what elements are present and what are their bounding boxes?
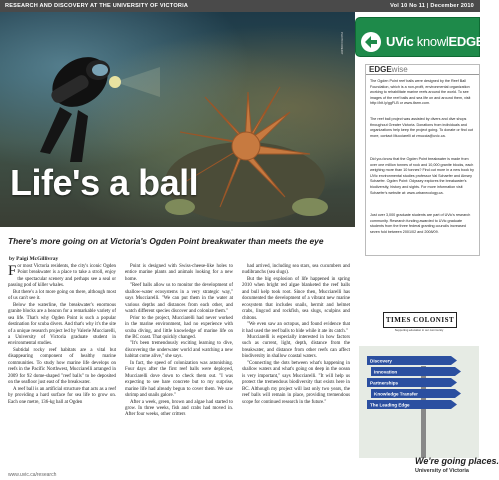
article-paragraph: "Connecting the dots between what's happening in shallow waters and what's going on deep in the ocean is very important," says Mucciarelli. "It will help us protect the tremendous biodiversity that exists here in BC. Although my project will last only two years, the reef balls will remain in place, providing tremendous scope for continued research in the future." — [242, 360, 350, 405]
edgewise-paragraph-3: Did you know that the Ogden Point breakwater is made from over one million tonnes of rock and 10,000 granite blocks, each weighing more than 10 tonnes? Find out more in a new book by UVic environmental studies professor Val Schaefer and Ainsey Schaefer. Ogden Point: Odyssey explores the breakwater's biodiversity, history and sights. For more information visit Schaefer's website at: www.urbanecology.ca. — [370, 157, 474, 195]
article-paragraph: "Reef balls allow us to monitor the development of shallow-water ecosystems in a very strategic way," says Mucciarelli. "We can put them in the water at various depths and distances from each other, and watch different species discover and colonize them." — [125, 283, 233, 315]
article-paragraph: Mucciarelli is especially interested in how factors such as current, light, depth, distance from the breakwater, and distance from other reefs can affect biodiversity in shallow coastal waters. — [242, 334, 350, 360]
article-paragraph: had arrived, including sea stars, sea cucumbers and nudibranchs (sea slugs). — [242, 264, 350, 276]
direction-sign-label: Partnerships — [370, 380, 399, 386]
brand-wordmark — [386, 34, 484, 49]
footer — [0, 470, 355, 480]
hero-photo — [0, 12, 355, 233]
byline: by Paigi McGillivray — [9, 256, 59, 262]
issue-info: Vol 10 No 11 | December 2010 — [390, 3, 474, 9]
article-subhead: There's more going on at Victoria's Ogden Point breakwater than meets the eye — [8, 236, 324, 246]
direction-sign-label: The Leading Edge — [370, 402, 410, 408]
brand-edge: EDGE — [448, 34, 485, 49]
edgewise-bold: EDGE — [369, 65, 392, 74]
brand-sign — [355, 17, 485, 57]
diver-illustration — [20, 22, 160, 172]
university-name: University of Victoria — [415, 468, 469, 474]
photo-credit: PHOTO CREDIT — [340, 32, 344, 55]
direction-sign — [367, 378, 457, 387]
direction-sign-label: Knowledge Transfer — [374, 391, 418, 397]
direction-sign — [367, 356, 457, 365]
article-paragraph: But the big explosion of life happened in spring 2010 when bright red algae blanketed the reef balls and bull kelp took root. Since then, Mucciarelli has documented the development of a vibrant new marine ecosystem that includes snails, hermit and helmet crabs, lingcod and rockfish, sea slugs, sculpins and chitons. — [242, 276, 350, 321]
article-paragraph: "It's been tremendously exciting learning to dive, discovering the underwater world and watching a new habitat come alive," she says. — [125, 341, 233, 360]
article-column-1 — [8, 264, 116, 406]
footer-url: www.uvic.ca/research — [8, 472, 57, 478]
tagline: We're going places. — [415, 456, 499, 466]
article-paragraph: For most Victoria residents, the city's iconic Ogden Point breakwater is a place to take a stroll, enjoy the spectacular scenery and perhaps see a seal or passing pod of killer whales. — [8, 263, 116, 289]
article-column-2 — [125, 264, 233, 419]
sidebar — [355, 12, 499, 480]
edgewise-box — [365, 64, 480, 256]
article-paragraph: Below the waterline, the breakwater's enormous granite blocks are a beacon for a remarkable variety of sea life. That's why Ogden Point is such a popular destination for scuba divers. And that's why it's the site of a unique research project led by Valerie Mucciarelli, a University of Victoria graduate student in environmental studies. — [8, 302, 116, 347]
direction-sign-label: Innovation — [374, 369, 398, 375]
edgewise-heading — [366, 65, 479, 75]
masthead-bar — [0, 0, 480, 12]
edgewise-paragraph-2: The reef ball project was assisted by divers and dive shops throughout Greater Victoria. Donations from individuals and organizations help keep the project going. To donate or find out more, contact Mucciarelli at vmuccia@uvic.ca. — [370, 117, 473, 138]
signpost-illustration — [359, 346, 479, 458]
brand-uvic: UVic — [386, 34, 414, 49]
article-column-3 — [242, 264, 350, 406]
sponsor-logo: TIMES COLONIST — [383, 312, 457, 328]
edgewise-paragraph-1: The Ogden Point reef balls were designed by the Reef Ball Foundation, which is a non-profit, environmental organization working to rehabilitate marine reefs around the world. To see images of the reef balls and sea life on and around them, visit http://bit.ly/ggFLB or www.ifarm.com. — [370, 79, 471, 106]
direction-sign — [367, 400, 457, 409]
drop-cap: F — [8, 263, 17, 279]
arrow-left-icon — [360, 31, 382, 53]
direction-sign-label: Discovery — [370, 358, 392, 364]
article-paragraph: A reef ball is an artificial structure that acts as a reef by providing a hard surface for sea life to grow on. Each one metre, 136-kg ball at Ogden — [8, 386, 116, 405]
brand-knowl: knowl — [413, 34, 449, 49]
edgewise-paragraph-4: Just over 3,000 graduate students are part of UVic's research community. Research funding awarded to UVic graduate students from the three federal granting councils increased seven fold between 2001/02 and 2008/09. — [370, 213, 471, 234]
photo-caption: Mucciarelli, exploring an Ogden Point reef ball draped in marine life, including a large sunflower sea star. — [166, 228, 355, 233]
article-paragraph: Subtidal rocky reef habitats are a vital but disappearing component of healthy marine communities. To study how marine life develops on reefs in the Pacific Northwest, Mucciarelli arranged in 2009 for 92 dome-shaped "reef balls" to be deposited on the seafloor just east of the breakwater. — [8, 347, 116, 386]
article-paragraph: Prior to the project, Mucciarelli had never worked in the marine environment, had no experience with scuba diving, and little knowledge of marine life on the BC coast. That quickly changed. — [125, 315, 233, 340]
brand-banner — [355, 12, 485, 60]
article-paragraph: In fact, the speed of colonization was astonishing. Four days after the first reef balls were deployed, Mucciarelli dove down to check them out. "I was expecting to see bare concrete but to my surprise, marine life had already begun to cover them. We saw shrimp and snails galore." — [125, 360, 233, 399]
article-paragraph: Point is designed with Swiss-cheese-like holes to entice marine plants and animals looking for a new home. — [125, 264, 233, 282]
article-paragraph: After a week, green, brown and algae had started to grow. In three weeks, fish and crabs had moved in. After four weeks, other critters — [125, 399, 233, 418]
sponsor-note: Supporting education in our community — [394, 328, 444, 332]
article-paragraph: "We even saw an octopus, and found evidence that it had used the reef balls to hide while it ate its catch." — [242, 322, 350, 334]
edgewise-light: wise — [391, 65, 408, 74]
direction-sign — [371, 367, 461, 376]
article-title: Life's a ball — [10, 162, 199, 203]
masthead-left: RESEARCH AND DISCOVERY AT THE UNIVERSITY OF VICTORIA — [5, 3, 189, 9]
article-paragraph: But there's a lot more going on there, although most of us can't see it. — [8, 289, 116, 302]
direction-sign — [371, 389, 461, 398]
